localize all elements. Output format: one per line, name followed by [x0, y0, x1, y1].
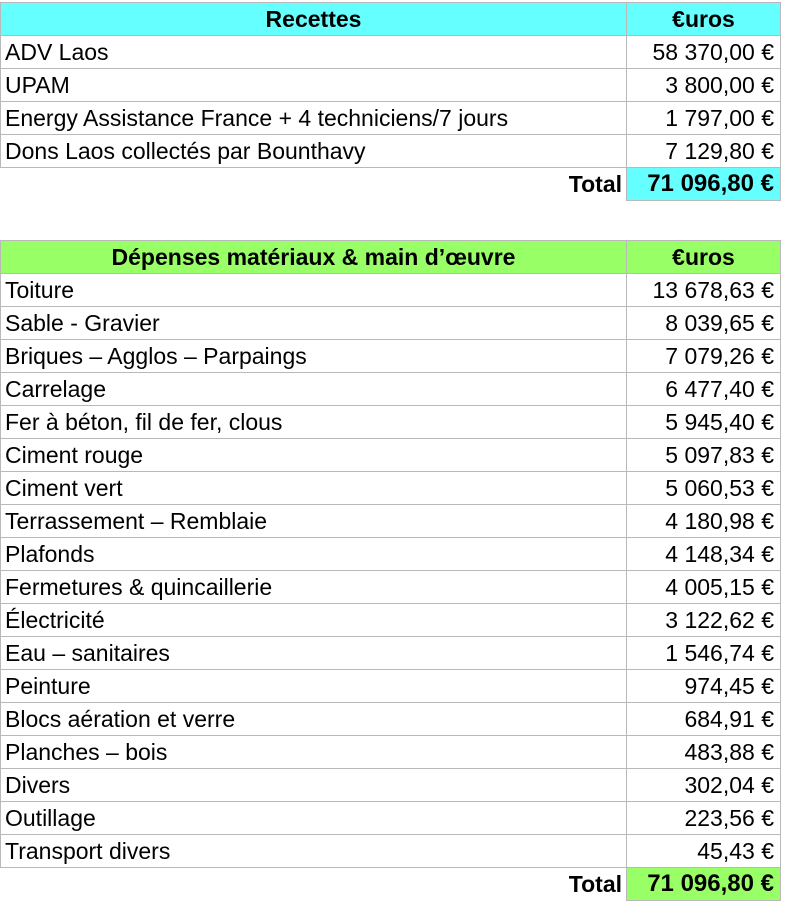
depenses-row-amount: 4 148,34 €	[627, 538, 781, 571]
depenses-row	[1, 340, 781, 373]
depenses-row-label: Briques – Agglos – Parpaings	[1, 340, 627, 373]
depenses-row	[1, 472, 781, 505]
depenses-row-label: Carrelage	[1, 373, 627, 406]
depenses-row-amount: 223,56 €	[627, 802, 781, 835]
depenses-row	[1, 538, 781, 571]
recettes-row	[1, 69, 781, 102]
depenses-row-amount: 483,88 €	[627, 736, 781, 769]
depenses-row	[1, 604, 781, 637]
depenses-row	[1, 373, 781, 406]
depenses-row-label: Blocs aération et verre	[1, 703, 627, 736]
depenses-row-amount: 45,43 €	[627, 835, 781, 868]
depenses-row	[1, 307, 781, 340]
recettes-header-row	[1, 3, 781, 36]
depenses-row	[1, 802, 781, 835]
recettes-header-label: Recettes	[1, 3, 627, 36]
recettes-header-amount: €uros	[627, 3, 781, 36]
depenses-header-amount: €uros	[627, 241, 781, 274]
depenses-row	[1, 505, 781, 538]
depenses-row-label: Fermetures & quincaillerie	[1, 571, 627, 604]
recettes-row-label: Dons Laos collectés par Bounthavy	[1, 135, 627, 168]
depenses-row-amount: 8 039,65 €	[627, 307, 781, 340]
depenses-row-amount: 1 546,74 €	[627, 637, 781, 670]
depenses-row	[1, 406, 781, 439]
depenses-total-label: Total	[568, 871, 622, 898]
depenses-row-label: Planches – bois	[1, 736, 627, 769]
depenses-row-label: Ciment vert	[1, 472, 627, 505]
depenses-row	[1, 274, 781, 307]
depenses-row-amount: 4 005,15 €	[627, 571, 781, 604]
depenses-row-label: Divers	[1, 769, 627, 802]
depenses-row-amount: 302,04 €	[627, 769, 781, 802]
depenses-row	[1, 769, 781, 802]
recettes-total-amount: 71 096,80 €	[627, 168, 781, 201]
depenses-row	[1, 736, 781, 769]
depenses-row-label: Eau – sanitaires	[1, 637, 627, 670]
recettes-row	[1, 102, 781, 135]
depenses-row-label: Peinture	[1, 670, 627, 703]
depenses-total-amount: 71 096,80 €	[627, 868, 781, 901]
depenses-row-label: Sable - Gravier	[1, 307, 627, 340]
recettes-row-label: Energy Assistance France + 4 techniciens/7 jours	[1, 102, 627, 135]
depenses-row-label: Outillage	[1, 802, 627, 835]
recettes-total-label: Total	[568, 171, 622, 198]
depenses-row-label: Transport divers	[1, 835, 627, 868]
depenses-row-amount: 974,45 €	[627, 670, 781, 703]
depenses-row-amount: 684,91 €	[627, 703, 781, 736]
depenses-row-label: Électricité	[1, 604, 627, 637]
depenses-table	[0, 240, 781, 901]
depenses-row-amount: 6 477,40 €	[627, 373, 781, 406]
depenses-row-amount: 5 097,83 €	[627, 439, 781, 472]
depenses-row-amount: 7 079,26 €	[627, 340, 781, 373]
depenses-header-label: Dépenses matériaux & main d’œuvre	[1, 241, 627, 274]
depenses-row	[1, 637, 781, 670]
depenses-row-label: Plafonds	[1, 538, 627, 571]
depenses-row-amount: 3 122,62 €	[627, 604, 781, 637]
recettes-row	[1, 36, 781, 69]
depenses-row-label: Fer à béton, fil de fer, clous	[1, 406, 627, 439]
recettes-row-amount: 1 797,00 €	[627, 102, 781, 135]
depenses-row	[1, 703, 781, 736]
recettes-row	[1, 135, 781, 168]
depenses-row-amount: 13 678,63 €	[627, 274, 781, 307]
recettes-row-amount: 3 800,00 €	[627, 69, 781, 102]
recettes-row-label: UPAM	[1, 69, 627, 102]
depenses-row	[1, 670, 781, 703]
depenses-row	[1, 835, 781, 868]
depenses-row-amount: 5 060,53 €	[627, 472, 781, 505]
depenses-total-row	[1, 868, 781, 901]
recettes-row-amount: 7 129,80 €	[627, 135, 781, 168]
recettes-row-label: ADV Laos	[1, 36, 627, 69]
depenses-header-row	[1, 241, 781, 274]
depenses-row	[1, 439, 781, 472]
depenses-row-label: Toiture	[1, 274, 627, 307]
depenses-row-label: Terrassement – Remblaie	[1, 505, 627, 538]
recettes-table	[0, 2, 781, 201]
depenses-row-amount: 5 945,40 €	[627, 406, 781, 439]
depenses-row	[1, 571, 781, 604]
depenses-row-label: Ciment rouge	[1, 439, 627, 472]
recettes-row-amount: 58 370,00 €	[627, 36, 781, 69]
depenses-row-amount: 4 180,98 €	[627, 505, 781, 538]
recettes-total-row	[1, 168, 781, 201]
